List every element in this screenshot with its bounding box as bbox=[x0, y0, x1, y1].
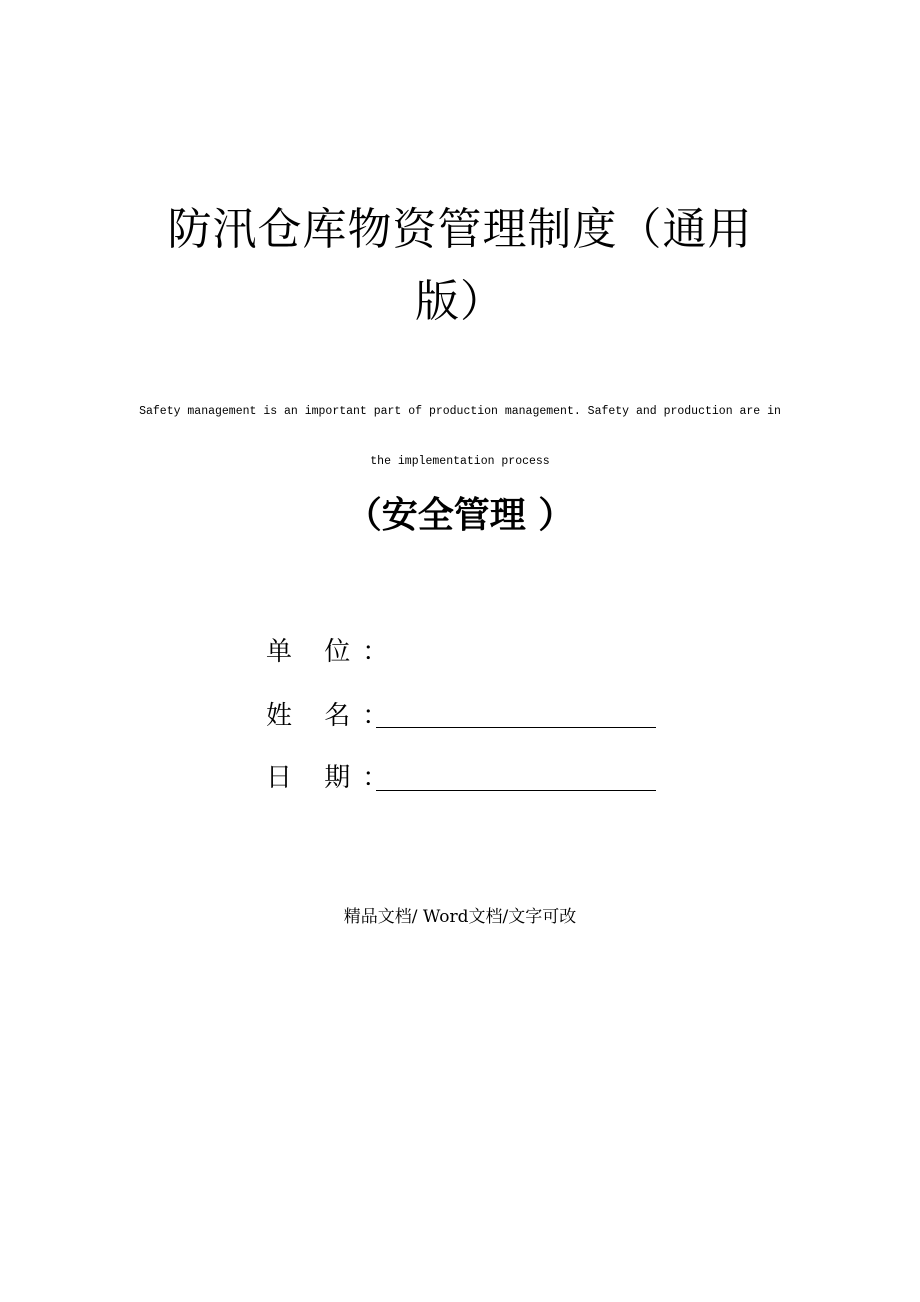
name-label: 姓 名： bbox=[266, 701, 401, 731]
unit-field bbox=[266, 632, 400, 672]
name-field bbox=[266, 696, 400, 736]
name-underline bbox=[376, 727, 656, 728]
document-title-line-1: 防汛仓库物资管理制度（通用 bbox=[167, 204, 753, 255]
document-title-line-2: 版） bbox=[415, 276, 505, 327]
footer-note: 精品文档/ Word文档/文字可改 bbox=[343, 907, 577, 927]
english-description-line-1: Safety management is an important part of production management. Safety and production are in bbox=[139, 405, 781, 418]
date-label: 日 期： bbox=[266, 763, 401, 793]
date-underline bbox=[376, 790, 656, 791]
document-subtitle: （安全管理 ） bbox=[345, 494, 575, 536]
unit-label: 单 位： bbox=[266, 637, 401, 667]
english-description-line-2: the implementation process bbox=[370, 455, 550, 468]
date-field bbox=[266, 758, 400, 798]
